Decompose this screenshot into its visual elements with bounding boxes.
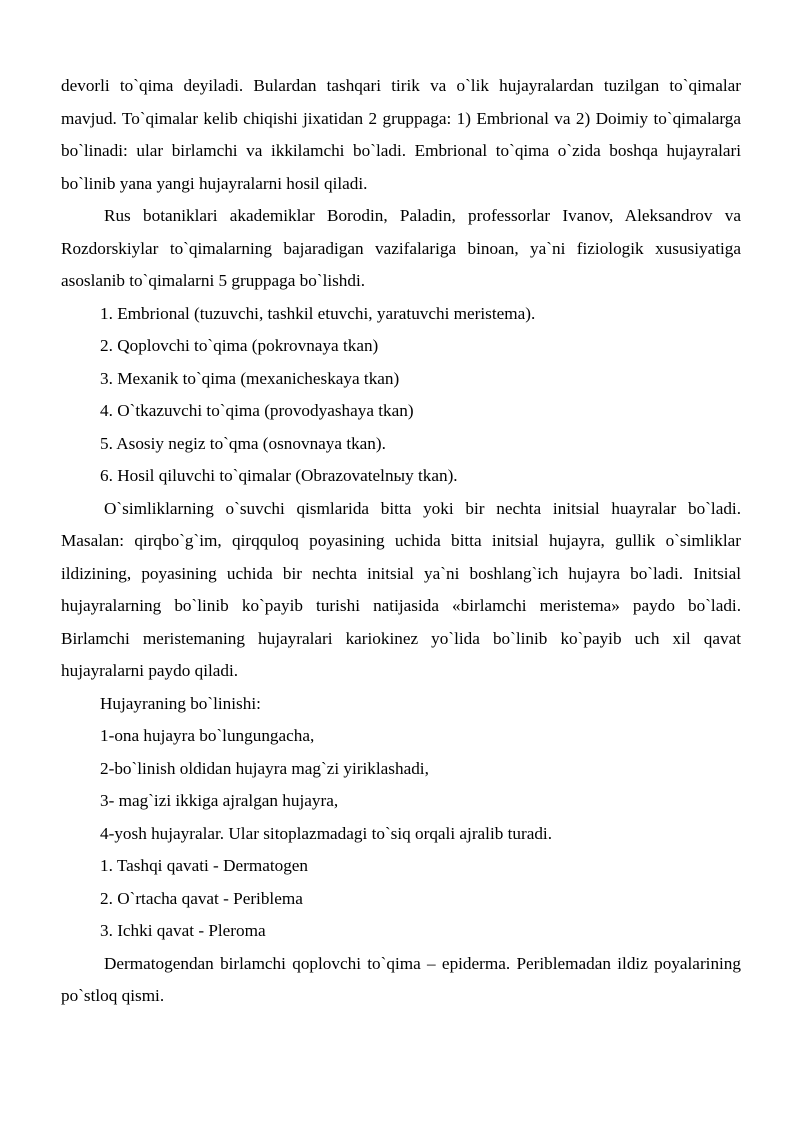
list-item: 3. Mexanik to`qima (mexanicheskaya tkan) (100, 368, 400, 388)
list-item: 2. O`rtacha qavat - Periblema (100, 888, 303, 908)
document-body (61, 70, 741, 1013)
list-item: 1. Embrional (tuzuvchi, tashkil etuvchi, yaratuvchi meristema). (100, 303, 536, 323)
list-item: 5. Asosiy negiz to`qma (osnovnaya tkan). (100, 433, 386, 453)
division-heading: Hujayraning bo`linishi: (100, 693, 261, 713)
list-item: 1-ona hujayra bo`lungungacha, (100, 726, 315, 745)
list-item: 4. O`tkazuvchi to`qima (provodyashaya tkan) (100, 401, 414, 420)
list-item: 3. Ichki qavat - Pleroma (100, 921, 266, 940)
layer-list (61, 850, 741, 948)
list-item: 3- mag`izi ikkiga ajralgan hujayra, (100, 791, 339, 810)
list-item: 2-bo`linish oldidan hujayra mag`zi yiriklashadi, (100, 758, 429, 778)
paragraph-intro: devorli to`qima deyiladi. Bulardan tashqari tirik va o`lik hujayralardan tuzilgan to`qimalar mavjud. To`qimalar kelib chiqishi jixatidan 2 gruppaga: 1) Embrional va 2) Doimiy to`qimalarga bo`linadi: ular birlamchi va ikkilamchi bo`ladi. Embrional to`qima o`zida boshqa hujayralari bo`linib yana yangi hujayralarni hosil qiladi. (61, 76, 741, 193)
list-item: 1. Tashqi qavati - Dermatogen (100, 856, 309, 875)
tissue-list (61, 298, 741, 493)
list-item: 4-yosh hujayralar. Ular sitoplazmadagi to`siq orqali ajralib turadi. (100, 823, 552, 843)
list-item: 6. Hosil qiluvchi to`qimalar (Obrazovatelnыy tkan). (100, 466, 458, 485)
list-item: 2. Qoplovchi to`qima (pokrovnaya tkan) (100, 336, 379, 355)
paragraph-initial-cells: O`simliklarning o`suvchi qismlarida bitta yoki bir nechta initsial huayralar bo`ladi. Masalan: qirqbo`g`im, qirqquloq poyasining uchida bitta initsial hujayra, gullik o`simliklar ildizining, poyasining uchida bir nechta initsial ya`ni boshlang`ich hujayra bo`ladi. Initsial hujayralarning bo`linib ko`payib turishi natijasida «birlamchi meristema» paydo bo`ladi. Birlamchi meristemaning hujayralari kariokinez yo`lida bo`linib ko`payib uch xil qavat hujayralarni paydo qiladi. (61, 498, 741, 680)
paragraph-botanists: Rus botaniklari akademiklar Borodin, Paladin, professorlar Ivanov, Aleksandrov va Rozdorskiylar to`qimalarning bajaradigan vazifalariga binoan, ya`ni fiziologik xususiyatiga asoslanib to`qimalarni 5 gruppaga bo`lishdi. (61, 206, 741, 290)
division-list (61, 720, 741, 850)
paragraph-dermatogen: Dermatogendan birlamchi qoplovchi to`qima – epiderma. Periblemadan ildiz poyalarining po`stloq qismi. (61, 953, 741, 1005)
